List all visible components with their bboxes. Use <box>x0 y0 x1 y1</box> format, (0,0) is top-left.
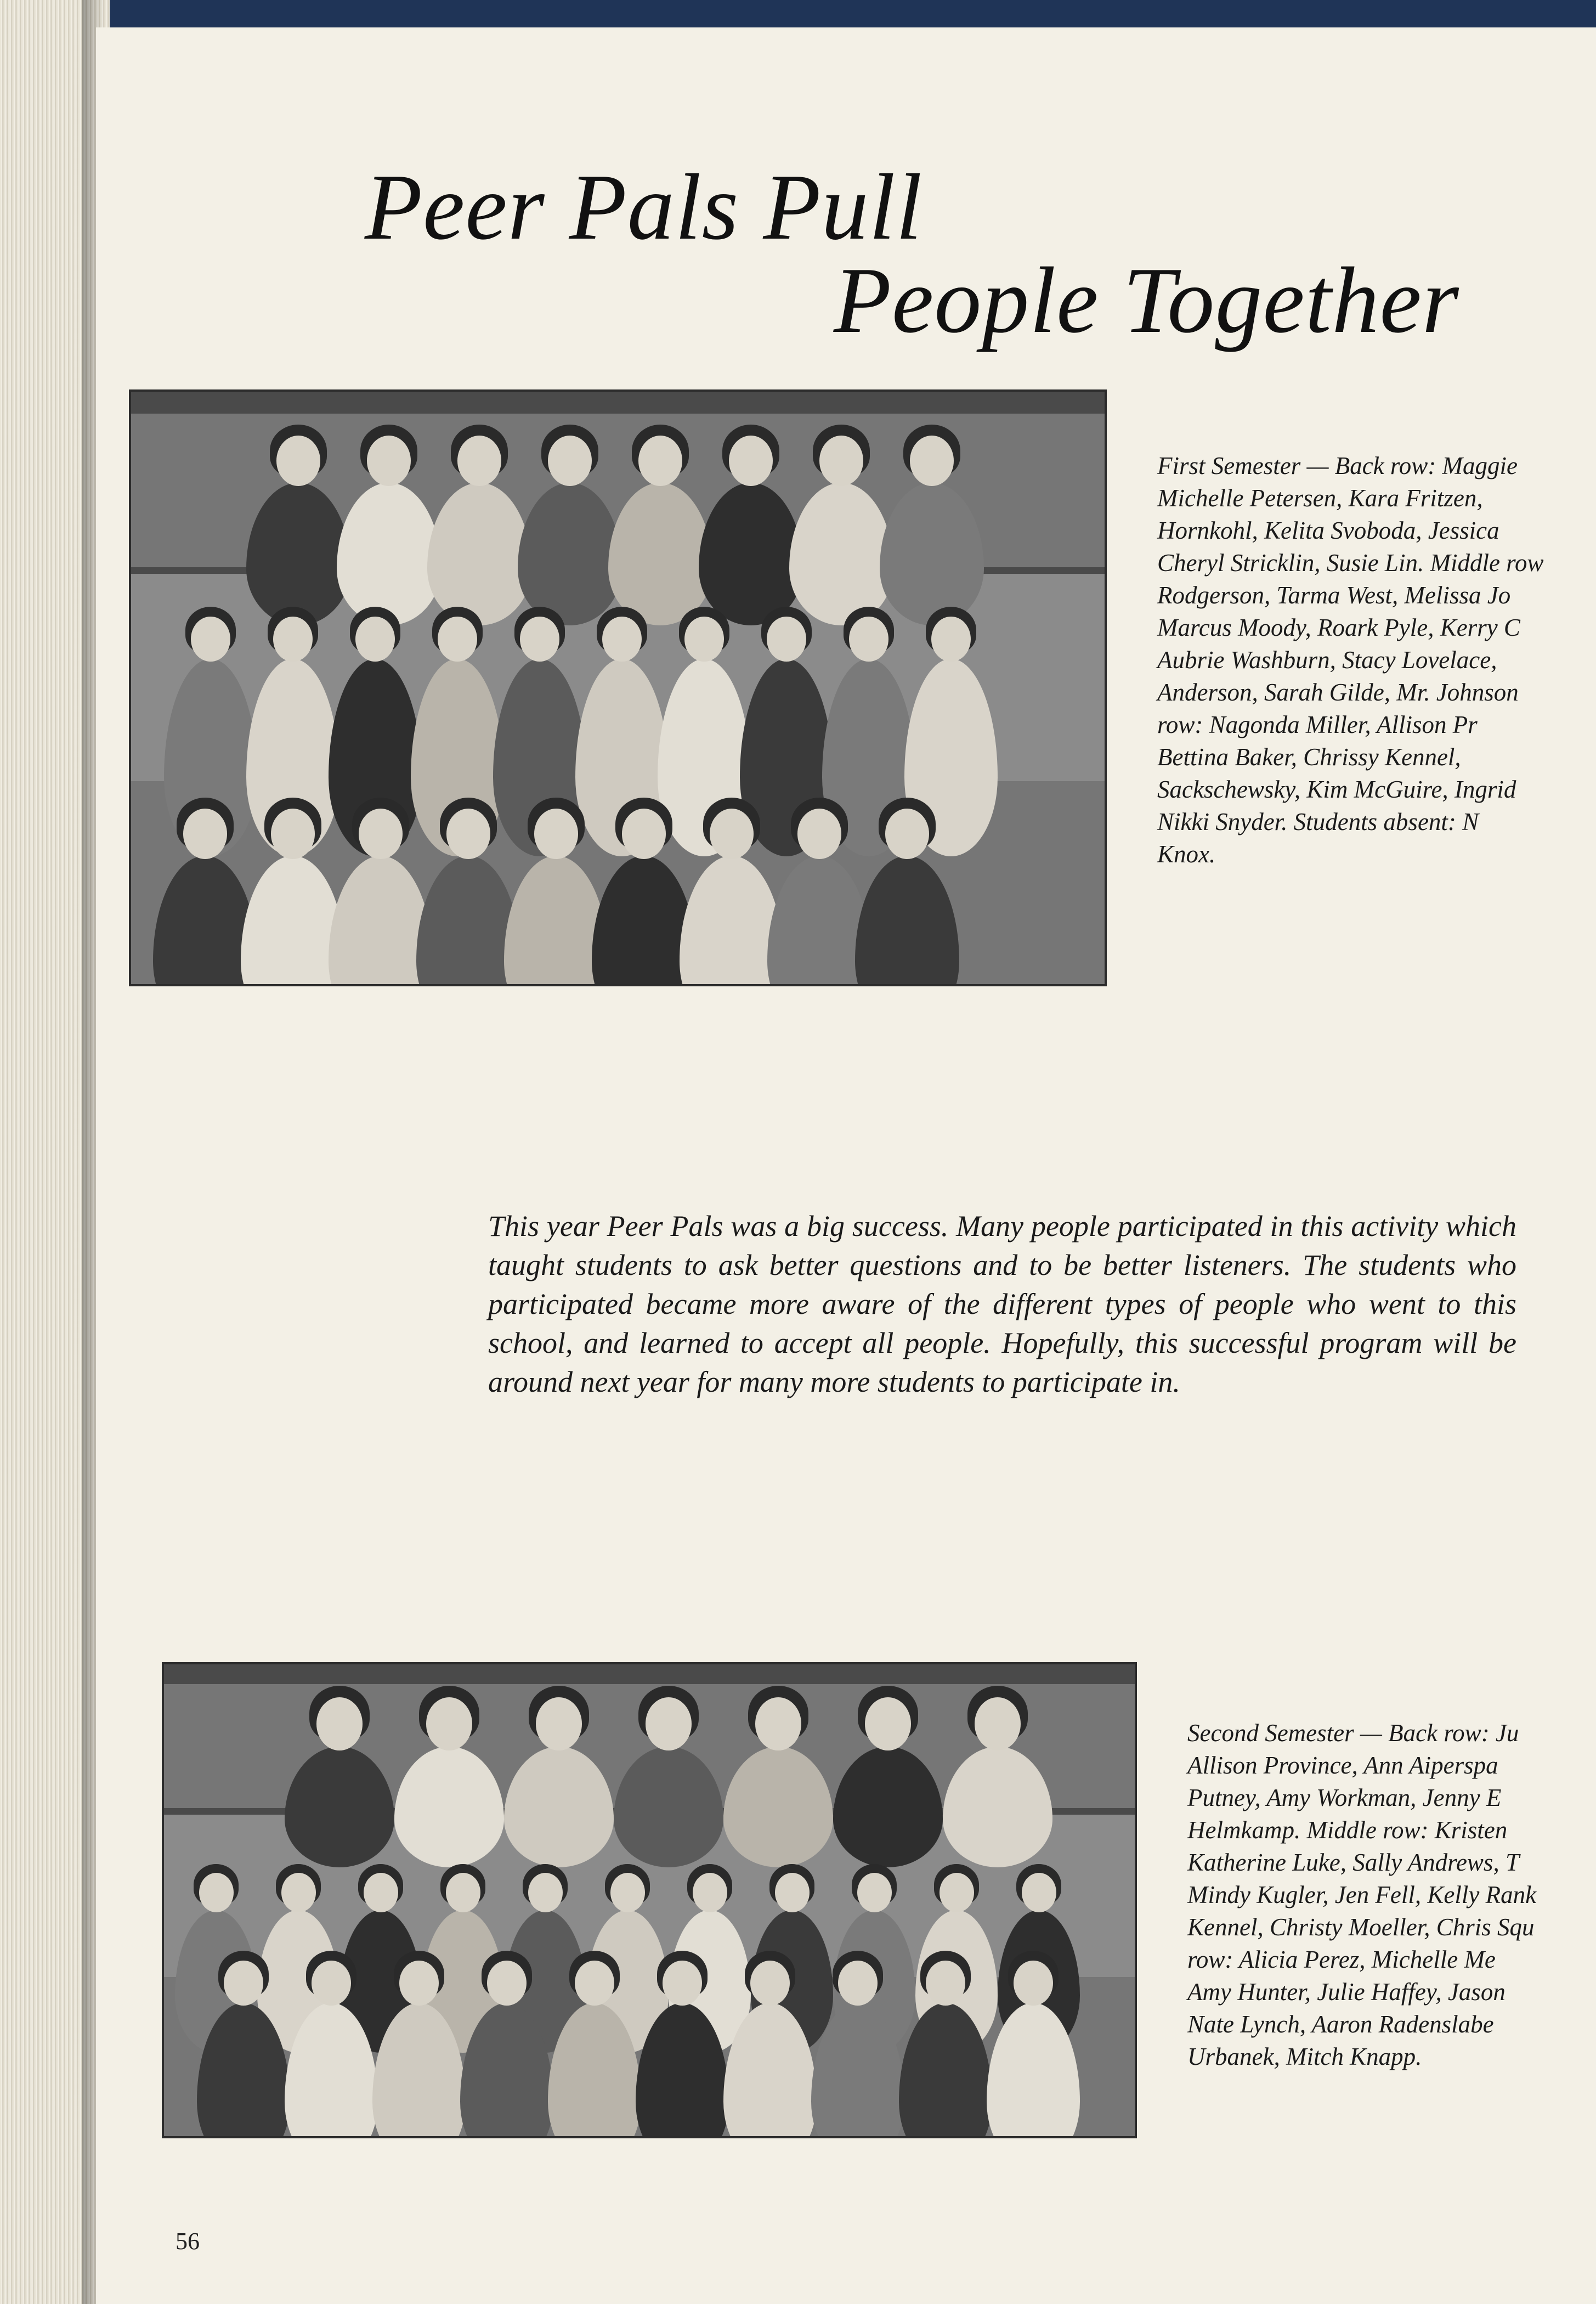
person-face <box>755 1697 801 1750</box>
person-face <box>767 617 806 662</box>
person-face <box>931 617 970 662</box>
person-face <box>534 809 578 859</box>
person-face <box>426 1697 472 1750</box>
person-silhouette <box>518 483 622 625</box>
person-face <box>367 436 411 486</box>
person-face <box>364 1873 398 1912</box>
person-face <box>224 1961 263 2006</box>
person-face <box>355 617 394 662</box>
article-body-text: This year Peer Pals was a big success. Many people participated in this activity which taught students to ask better questions and to be better listeners. The students who participated became more aware of the different types of people who went to this school, and learned to accept all people. Hopefully, this successful program will be around next year for many more students to participate in. <box>488 1210 1516 1398</box>
second-semester-group-photo <box>162 1662 1137 2138</box>
person-face <box>849 617 888 662</box>
person-face <box>399 1961 438 2006</box>
person-face <box>775 1873 810 1912</box>
person-face <box>975 1697 1021 1750</box>
person-silhouette <box>723 1747 833 1867</box>
person-face <box>926 1961 965 2006</box>
person-face <box>271 809 315 859</box>
person-face <box>638 436 682 486</box>
person-face <box>191 617 230 662</box>
person-silhouette <box>504 1747 614 1867</box>
person-silhouette <box>880 483 984 625</box>
person-face <box>536 1697 582 1750</box>
person-silhouette <box>394 1747 504 1867</box>
person-face <box>729 436 773 486</box>
person-face <box>487 1961 526 2006</box>
person-silhouette <box>608 483 712 625</box>
person-face <box>646 1697 692 1750</box>
person-face <box>528 1873 563 1912</box>
person-face <box>438 617 477 662</box>
person-face <box>610 1873 645 1912</box>
person-face <box>819 436 863 486</box>
person-silhouette <box>246 483 350 625</box>
person-silhouette <box>699 483 803 625</box>
first-semester-group-photo <box>129 389 1107 986</box>
person-face <box>940 1873 974 1912</box>
person-face <box>575 1961 614 2006</box>
person-face <box>838 1961 877 2006</box>
person-face <box>750 1961 789 2006</box>
person-face <box>684 617 723 662</box>
person-face <box>199 1873 234 1912</box>
person-face <box>446 1873 480 1912</box>
person-silhouette <box>855 856 959 987</box>
yearbook-page <box>96 27 1596 2304</box>
person-silhouette <box>614 1747 723 1867</box>
second-semester-caption: Second Semester — Back row: Ju Allison Province, Ann Aiperspa Putney, Amy Workman, Jenny E Helmkamp. Middle row: Kristen Katherine Luke, Sally Andrews, T Mindy Kugler, Jen Fell, Kelly Rank Kennel, Christy Moeller, Chris Squ row: Alicia Perez, Michelle Me Amy Hunter, Julie Haffey, Jason Nate Lynch, Aaron Radenslabe Urbanek, Mitch Knapp. <box>1187 1719 1537 2070</box>
person-face <box>885 809 929 859</box>
person-face <box>359 809 403 859</box>
person-silhouette <box>943 1747 1052 1867</box>
person-face <box>273 617 312 662</box>
page-title-line-1: Peer Pals Pull <box>365 155 923 259</box>
person-face <box>276 436 320 486</box>
person-face <box>865 1697 911 1750</box>
person-face <box>1014 1961 1052 2006</box>
page-number: 56 <box>176 2228 200 2255</box>
person-face <box>312 1961 350 2006</box>
person-face <box>281 1873 316 1912</box>
person-face <box>316 1697 363 1750</box>
person-face <box>710 809 754 859</box>
person-face <box>1022 1873 1056 1912</box>
person-face <box>457 436 501 486</box>
person-face <box>693 1873 727 1912</box>
person-silhouette <box>427 483 531 625</box>
page-title-line-2: People Together <box>834 249 1459 353</box>
person-face <box>857 1873 892 1912</box>
first-semester-caption: First Semester — Back row: Maggie Michelle Petersen, Kara Fritzen, Hornkohl, Kelita Svoboda, Jessica Cheryl Stricklin, Susie Lin. Middle row Rodgerson, Tarma West, Melissa Jo Marcus Moody, Roark Pyle, Kerry C Aubrie Washburn, Stacy Lovelace, Anderson, Sarah Gilde, Mr. Johnson row: Nagonda Miller, Allison Pr Bettina Baker, Chrissy Kennel, Sackschewsky, Kim McGuire, Ingrid Nikki Snyder. Students absent: N Knox. <box>1157 452 1544 868</box>
person-silhouette <box>285 1747 394 1867</box>
person-face <box>520 617 559 662</box>
person-silhouette <box>337 483 441 625</box>
person-face <box>602 617 641 662</box>
person-silhouette <box>833 1747 943 1867</box>
person-face <box>548 436 592 486</box>
person-face <box>663 1961 701 2006</box>
person-face <box>910 436 954 486</box>
person-silhouette <box>789 483 893 625</box>
person-face <box>446 809 490 859</box>
person-face <box>622 809 666 859</box>
person-face <box>183 809 227 859</box>
person-face <box>797 809 841 859</box>
